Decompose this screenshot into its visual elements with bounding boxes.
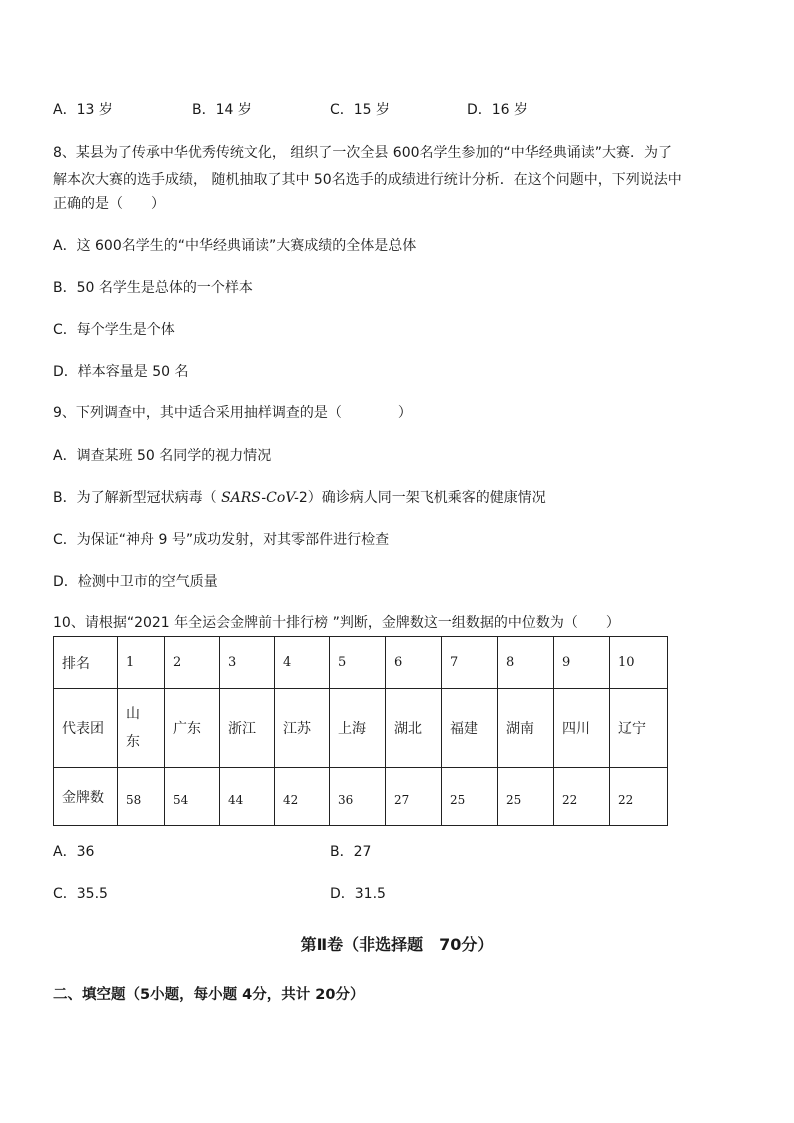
q9-option-b-virus-number: 2 xyxy=(298,490,308,506)
q7-option-b: B．14 岁 xyxy=(192,102,252,118)
q8-stem-line-2: 解本次大赛的选手成绩， 随机抽取了其中 50名选手的成绩进行统计分析．在这个问题中，下列说法中 xyxy=(53,172,682,188)
team-cell: 湖北 xyxy=(386,689,442,768)
table-row-rank xyxy=(54,637,668,689)
q10-option-c: C．35.5 xyxy=(53,886,108,902)
team-cell: 辽宁 xyxy=(610,689,668,768)
rank-cell: 4 xyxy=(275,637,330,689)
rank-cell: 10 xyxy=(610,637,668,689)
gold-cell: 58 xyxy=(118,768,165,826)
q9-stem: 9、下列调查中，其中适合采用抽样调查的是（ ） xyxy=(53,405,412,421)
gold-ranking-table xyxy=(53,636,668,826)
q9-option-b xyxy=(53,488,546,508)
row-header-rank: 排名 xyxy=(54,637,118,689)
rank-cell: 1 xyxy=(118,637,165,689)
gold-cell: 22 xyxy=(610,768,668,826)
table-row-team xyxy=(54,689,668,768)
q8-stem-line-3: 正确的是（ ） xyxy=(53,196,165,212)
gold-cell: 25 xyxy=(498,768,554,826)
rank-cell: 3 xyxy=(220,637,275,689)
gold-cell: 36 xyxy=(330,768,386,826)
q7-option-d: D．16 岁 xyxy=(467,102,529,118)
part-two-title: 第Ⅱ卷（非选择题 70分） xyxy=(300,935,494,954)
row-header-gold: 金牌数 xyxy=(54,768,118,826)
team-cell-char: 山 xyxy=(126,706,140,722)
q8-option-a: A．这 600名学生的“中华经典诵读”大赛成绩的全体是总体 xyxy=(53,238,417,254)
section-fill-in-title: 二、填空题（5小题，每小题 4分，共计 20分） xyxy=(53,987,365,1003)
team-cell: 上海 xyxy=(330,689,386,768)
q9-option-a: A．调查某班 50 名同学的视力情况 xyxy=(53,448,272,464)
q9-option-d: D．检测中卫市的空气质量 xyxy=(53,574,218,590)
gold-cell: 27 xyxy=(386,768,442,826)
q9-option-b-virus-name: SARS-CoV- xyxy=(221,490,299,506)
q7-option-a: A．13 岁 xyxy=(53,102,113,118)
q8-option-c: C．每个学生是个体 xyxy=(53,322,175,338)
q10-option-d: D．31.5 xyxy=(330,886,386,902)
q8-option-b: B．50 名学生是总体的一个样本 xyxy=(53,280,253,296)
gold-cell: 54 xyxy=(165,768,220,826)
team-cell: 福建 xyxy=(442,689,498,768)
team-cell: 江苏 xyxy=(275,689,330,768)
q10-option-a: A．36 xyxy=(53,844,95,860)
q10-stem: 10、请根据“2021 年全运会金牌前十排行榜 ”判断，金牌数这一组数据的中位数为（ ） xyxy=(53,615,620,631)
team-cell: 湖南 xyxy=(498,689,554,768)
gold-cell: 25 xyxy=(442,768,498,826)
q9-option-b-prefix: B．为了解新型冠状病毒（ xyxy=(53,490,222,506)
q9-option-b-suffix: ）确诊病人同一架飞机乘客的健康情况 xyxy=(307,490,546,506)
team-cell: 广东 xyxy=(165,689,220,768)
rank-cell: 2 xyxy=(165,637,220,689)
team-cell: 四川 xyxy=(554,689,610,768)
table-row-gold xyxy=(54,768,668,826)
team-cell-char: 东 xyxy=(126,734,140,750)
q8-stem-line-1: 8、某县为了传承中华优秀传统文化， 组织了一次全县 600名学生参加的“中华经典诵读”大赛．为了 xyxy=(53,145,673,161)
rank-cell: 6 xyxy=(386,637,442,689)
rank-cell: 5 xyxy=(330,637,386,689)
gold-cell: 22 xyxy=(554,768,610,826)
team-cell-shandong xyxy=(118,689,165,768)
row-header-team: 代表团 xyxy=(54,689,118,768)
team-cell: 浙江 xyxy=(220,689,275,768)
q8-option-d: D．样本容量是 50 名 xyxy=(53,364,189,380)
gold-cell: 44 xyxy=(220,768,275,826)
rank-cell: 7 xyxy=(442,637,498,689)
q9-option-c: C．为保证“神舟 9 号”成功发射，对其零部件进行检查 xyxy=(53,532,390,548)
q10-option-b: B．27 xyxy=(330,844,372,860)
rank-cell: 9 xyxy=(554,637,610,689)
rank-cell: 8 xyxy=(498,637,554,689)
gold-cell: 42 xyxy=(275,768,330,826)
q7-option-c: C．15 岁 xyxy=(330,102,391,118)
